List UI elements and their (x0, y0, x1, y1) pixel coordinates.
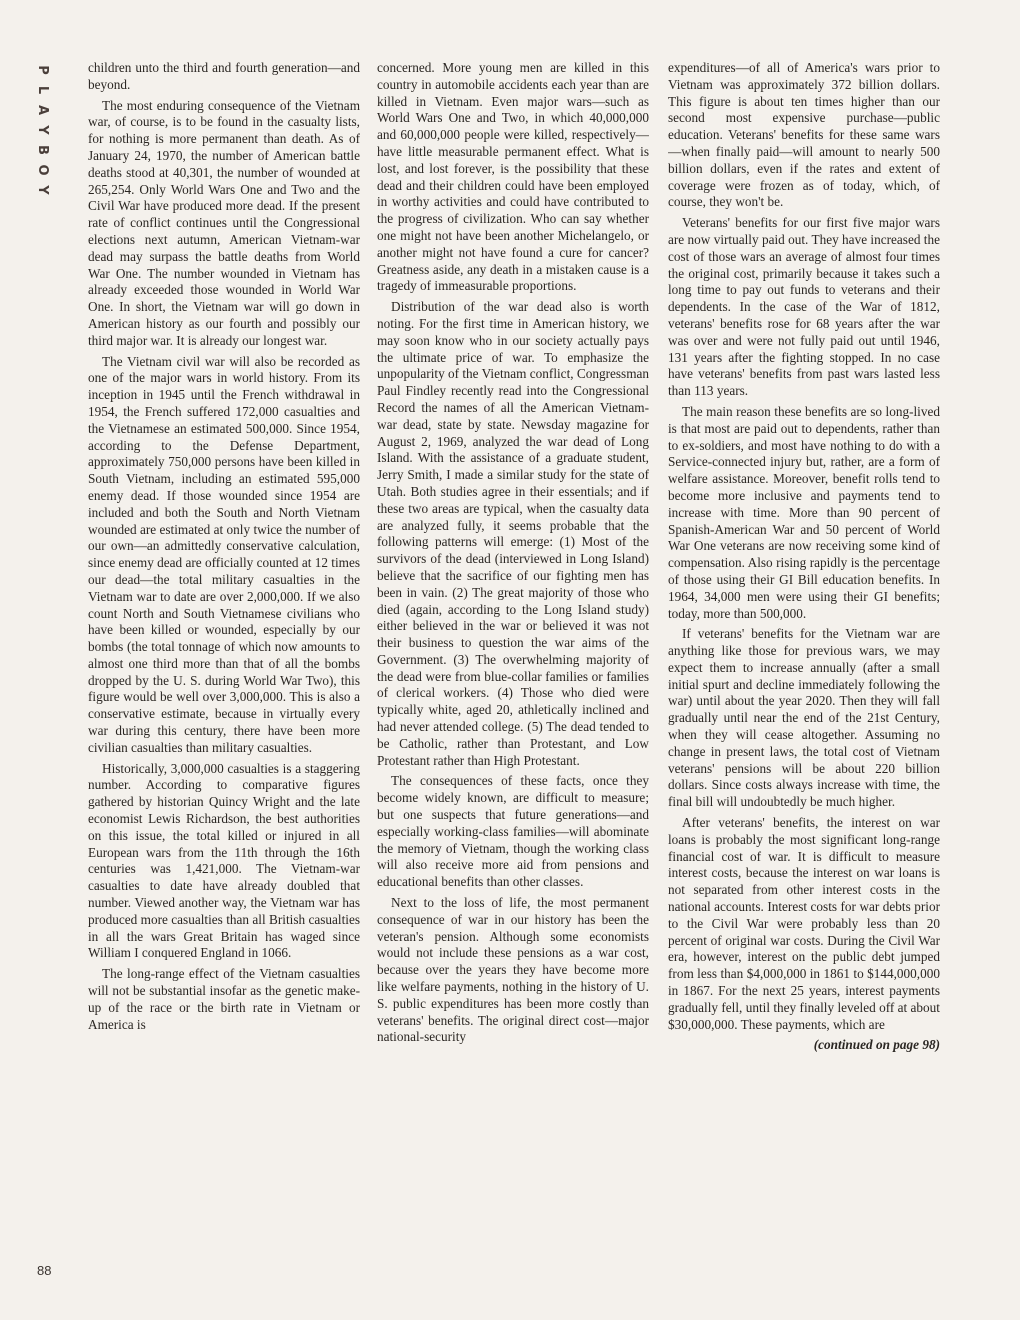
paragraph: Next to the loss of life, the most permanent consequence of war in our history has been the veteran's pension. Although some economists would not include these pensions as a war cost, because over the years they have become more like welfare payments, nothing in the history of U. S. public expenditures has been more costly than veterans' benefits. The original direct cost—major national-security (377, 895, 649, 1045)
magazine-letter: A (35, 104, 50, 116)
text-column-2 (377, 60, 649, 1292)
magazine-letter: Y (35, 185, 50, 195)
paragraph: Historically, 3,000,000 casualties is a staggering number. According to comparative figures gathered by historian Quincy Wright and the late economist Lewis Richardson, the best authorities on this issue, the total killed or injured in all European wars from the 11th through the 16th centuries was 1,421,000. The Vietnam-war casualties to date have already doubled that number. Viewed another way, the Vietnam war has produced more casualties than all British casualties in all the wars Great Britain has waged since William I conquered England in 1066. (88, 760, 360, 961)
paragraph: children unto the third and fourth generation—and beyond. (88, 60, 360, 92)
paragraph: The Vietnam civil war will also be recorded as one of the major wars in world history. From its inception in 1945 until the French withdrawal in 1954, the French suffered 172,000 casualties and the Vietnamese an estimated 500,000. Since 1954, according to the Defense Department, approximately 750,000 persons have been killed in South Vietnam, including an estimated 595,000 enemy dead. If those wounded since 1954 are included and both the South and North Vietnam wounded are estimated at only twice the number of our own—an admittedly conservative calculation, since enemy dead are officially counted at 12 times our dead—the total military casualties in the Vietnam war to date are over 2,000,000. If we also count North and South Vietnamese civilians who have been killed or wounded, especially by our bombs (the total tonnage of which now amounts to almost one third more than that of all the bombs dropped by the U. S. during World War Two), this figure would be well over 3,000,000. This is also a conservative estimate, because in virtually every war during this century, there have been more civilian casualties than military casualties. (88, 353, 360, 755)
continued-note: (continued on page 98) (813, 1037, 940, 1053)
paragraph: The consequences of these facts, once they become widely known, are difficult to measure; but one suspects that future generations—and especially working-class families—will abominate the memory of Vietnam, though the working class will also receive more aid from pensions and educational benefits than other classes. (377, 773, 649, 890)
paragraph: concerned. More young men are killed in this country in automobile accidents each year than are killed in Vietnam. Even major wars—such as World Wars One and Two, in which 40,000,000 and 60,000,000 people were killed, respectively—have little measurable permanent effect. What is lost, and lost forever, is the possibility that these dead and their children could have been employed in worthy activities and could have contributed to the progress of civilization. Who can say whether one might not have been another Michelangelo, or another might not have found a cure for cancer? Greatness aside, any death in a mistaken cause is a tragedy of immeasurable proportions. (377, 60, 649, 294)
magazine-letter: O (35, 164, 50, 176)
paragraph: expenditures—of all of America's wars prior to Vietnam was approximately 372 billion dollars. This figure is about ten times higher than our second most expensive purchase—public education. Veterans' benefits for these same wars—when finally paid—will amount to nearly 500 billion dollars, even if the rates and extent of coverage were frozen as of today, which, of course, they won't be. (668, 60, 940, 210)
magazine-letter: L (35, 85, 50, 95)
magazine-letter: P (35, 65, 50, 75)
paragraph: The long-range effect of the Vietnam casualties will not be substantial insofar as the genetic make-up of the race or the birth rate in Vietnam or America is (88, 966, 360, 1032)
text-column-1 (88, 60, 360, 1292)
text-column-3 (668, 60, 940, 1292)
magazine-letter: Y (35, 125, 50, 135)
paragraph: Distribution of the war dead also is worth noting. For the first time in American history, we may soon know who in our society actually pays the ultimate price of war. To emphasize the unpopularity of the Vietnam conflict, Congressman Paul Findley recently read into the Congressional Record the names of all the American Vietnam-war dead, state by state. Newsday magazine for August 2, 1969, analyzed the war dead of Long Island. With the assistance of a graduate student, Jerry Smith, I made a similar study for the state of Utah. Both studies agree in their essentials; and if these two areas are typical, when the casualty data are analyzed fully, it seems probable that the following patterns will emerge: (1) Most of the survivors of the dead (interviewed in Long Island) believe that the sacrifice of our fighting men has been in vain. (2) The great majority of those who died (again, according to the Long Island study) either believed in the war or believed it was not their business to question the war aims of the Government. (3) The overwhelming majority of the dead were from blue-collar families or families of clerical workers. (4) Those who died were typically white, aged 20, athletically inclined and had never attended college. (5) The dead tended to be Catholic, rather than Protestant, and Low Protestant rather than High Protestant. (377, 299, 649, 768)
paragraph: The most enduring consequence of the Vietnam war, of course, is to be found in the casualty lists, for nothing is more permanent than death. As of January 24, 1970, the number of American battle deaths stood at 40,301, the number of wounded at 265,254. Only World Wars One and Two and the Civil War have produced more dead. If the present rate of conflict continues until the Congressional elections next autumn, American Vietnam-war dead may surpass the battle deaths from World War One. The number wounded in Vietnam has already exceeded those wounded in World War One. In short, the Vietnam war will go down in American history as our fourth and possibly our third major war. It is already our longest war. (88, 97, 360, 348)
magazine-letter: B (35, 145, 50, 155)
magazine-name-vertical (27, 60, 57, 200)
paragraph: The main reason these benefits are so long-lived is that most are paid out to dependents, rather than to ex-soldiers, and most have nothing to do with a Service-connected injury but, rather, are a form of welfare assistance. Moreover, benefit rolls tend to become more inclusive and payments tend to increase with time. More than 90 percent of Spanish-American War and 50 percent of World War One veterans are now receiving some kind of compensation. Also rising rapidly is the percentage of those using their GI Bill education benefits. In 1964, 34,000 men were using their GI benefits; today, more than 500,000. (668, 403, 940, 621)
paragraph: Veterans' benefits for our first five major wars are now virtually paid out. They have increased the cost of those wars an average of almost four times the original cost, primarily because it takes such a long time to pay out funds to veterans and their dependents. In the case of the War of 1812, veterans' benefits rose for 68 years after the war was over and were not fully paid out until 1946, 131 years after the fighting stopped. In no case have veterans' benefits from past wars lasted less than 113 years. (668, 215, 940, 399)
page-number: 88 (37, 1263, 52, 1278)
paragraph: After veterans' benefits, the interest on war loans is probably the most significant long-range financial cost of war. It is difficult to measure interest costs, because the interest on war loans is not separated from other interest costs in the national accounts. Interest costs for war debts prior to the Civil War were probably less than 20 percent of original war costs. During the Civil War era, however, interest on the public debt jumped from less than $4,000,000 in 1861 to $144,000,000 in 1867. For the next 25 years, interest payments gradually fell, until they finally leveled off at about $30,000,000. These payments, which are (668, 815, 940, 1032)
paragraph: If veterans' benefits for the Vietnam war are anything like those for previous wars, we may expect them to increase annually (after a small initial spurt and decline immediately following the war) until about the year 2020. Then they will fall gradually until near the end of the 21st Century, when they will cease altogether. Assuming no change in present laws, the total cost of Vietnam veterans' pensions will be about 220 billion dollars. Since costs always increase with time, the final bill will undoubtedly be much higher. (668, 626, 940, 810)
